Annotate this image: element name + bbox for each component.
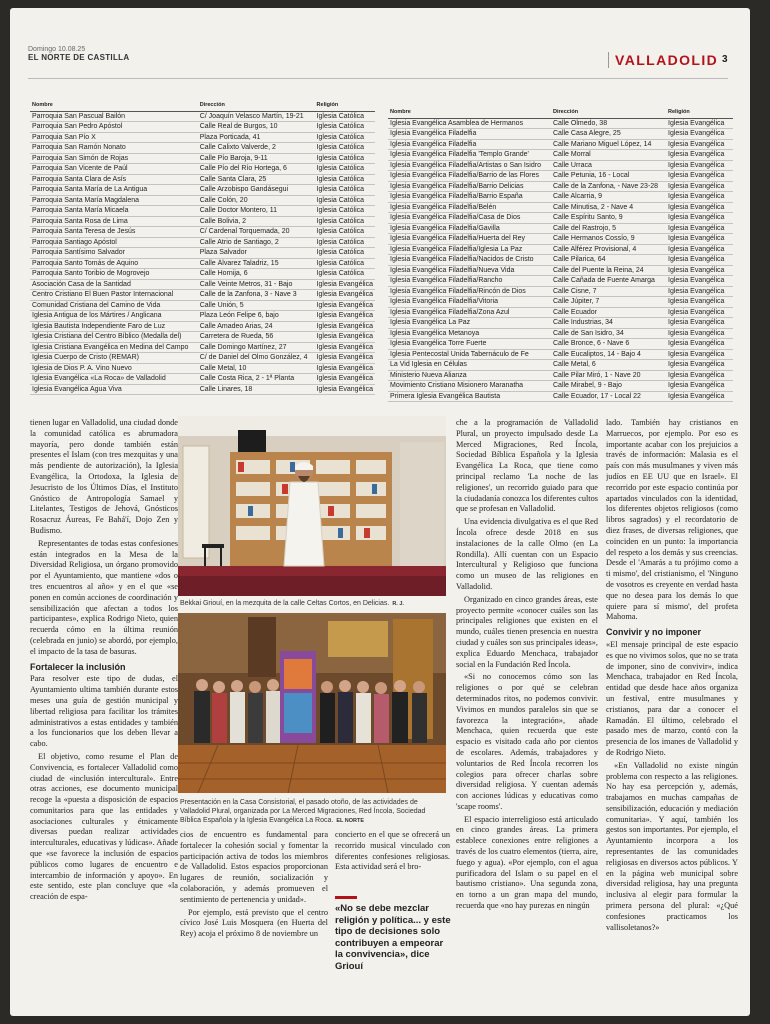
table-row [30,290,375,301]
entity-address: Plaza Salvador [198,248,315,259]
entity-address: Calle Cañada de Fuente Amarga [551,276,666,287]
entity-name: Parroquia Santa Teresa de Jesús [30,227,198,238]
table-row [30,374,375,385]
paragraph: Para resolver este tipo de dudas, el Ayuntamiento ultima también durante estos meses una guía de gestión municipal y libertad religiosa para facilitar los trámites administrativos a estas entidades y también a los funcionarios que los deben llevar a cabo. [30,674,178,749]
entity-address: Plaza León Felipe 6, bajo [198,311,315,322]
entity-name: Iglesia Evangélica Asamblea de Hermanos [388,118,551,129]
table-row [388,160,733,171]
entity-religion: Iglesia Evangélica [666,276,733,287]
entity-religion: Iglesia Evangélica [666,370,733,381]
entity-name: Iglesia Evangélica Filadelfia 'Templo Grande' [388,150,551,161]
entity-name: Iglesia Evangélica Filadelfia/Rancho [388,276,551,287]
entity-name: Iglesia Evangélica Filadelfia/Vitoria [388,297,551,308]
entity-name: Parroquia San Simón de Rojas [30,153,198,164]
entity-religion: Iglesia Evangélica [666,360,733,371]
table-row [30,269,375,280]
table-row [30,248,375,259]
entity-address: Calle Metal, 6 [551,360,666,371]
entity-religion: Iglesia Evangélica [666,139,733,150]
entity-address: Calle de la Zanfona, - Nave 23-28 [551,181,666,192]
entity-name: Parroquia San Pascual Bailón [30,111,198,122]
paragraph: tienen lugar en Valladolid, una ciudad donde la comunidad católica es abrumadora mayoría, pero donde también están presentes el Islam (con tres mezquitas y una más pendiente de autorización), la Iglesia Evangélica, la Ortodoxa, la Iglesia de Jesucristo de los Últimos Días, el Instituto Gnóstico de Antropología Samael y Litelantes, Testigos de Jehová, Gnósticos Rosacruz Áureas, Fe Bahá'í, Dojo Zen y Budismo. [30,418,178,535]
table-row [30,174,375,185]
table-row [388,129,733,140]
entity-address: Calle Olmedo, 38 [551,118,666,129]
entity-religion: Iglesia Evangélica [666,181,733,192]
entity-religion: Iglesia Evangélica [666,160,733,171]
table-row [388,307,733,318]
entity-name: Iglesia Evangélica Filadelfia/Nueva Vida [388,265,551,276]
entity-address: Calle Mariano Miguel López, 14 [551,139,666,150]
entity-name: Movimiento Cristiano Misionero Maranatha [388,381,551,392]
entity-name: Ministerio Nueva Alianza [388,370,551,381]
table-row [388,255,733,266]
entity-name: Parroquia San Vicente de Paúl [30,164,198,175]
photo-presentation-caption [180,798,448,826]
entity-name: Parroquia Santa María de La Antigua [30,185,198,196]
entity-address: C/ de Daniel del Olmo González, 4 [198,353,315,364]
entity-address: Calle Cisne, 7 [551,286,666,297]
entity-religion: Iglesia Evangélica [666,192,733,203]
table-row [388,370,733,381]
entity-name: Iglesia Evangélica Filadelfia/Nacidos de Cristo [388,255,551,266]
entity-religion: Iglesia Evangélica [666,297,733,308]
entity-address: Calle Industrias, 34 [551,318,666,329]
table-row [388,192,733,203]
table-row [30,143,375,154]
entity-name: Iglesia Bautista Independiente Faro de Luz [30,321,198,332]
table-row [388,318,733,329]
entity-name: Asociación Casa de la Santidad [30,279,198,290]
entity-name: Iglesia Cristiana Evangélica en Medina del Campo [30,342,198,353]
entity-address: C/ Joaquín Velasco Martín, 19-21 [198,111,315,122]
table-row [30,122,375,133]
entity-name: Parroquia Santo Tomás de Aquino [30,258,198,269]
photo-mosque-caption [180,599,448,609]
table-row [30,311,375,322]
table-row [30,332,375,343]
table-row [388,360,733,371]
photo-credit: R. J. [392,601,404,607]
entity-address: Calle Pilarica, 64 [551,255,666,266]
entity-name: Iglesia Evangélica Filadelfia/Barrio España [388,192,551,203]
entity-address: Calle Hornija, 6 [198,269,315,280]
table-row [30,227,375,238]
table-row [388,276,733,287]
entity-address: Calle de San Isidro, 34 [551,328,666,339]
table-row [30,195,375,206]
entity-address: Calle Pío del Río Hortega, 6 [198,164,315,175]
entity-religion: Iglesia Evangélica [666,129,733,140]
entity-name: Iglesia Evangélica Filadelfia/Huerta del Rey [388,234,551,245]
entity-religion: Iglesia Evangélica [666,244,733,255]
table-row [388,139,733,150]
page-number: 3 [722,54,728,65]
entity-name: Iglesia Evangélica La Paz [388,318,551,329]
paragraph: Representantes de todas estas confesiones están integrados en la Mesa de la Diversidad Religiosa, un órgano promovido por el Ayuntamiento, que mantiene «dos o tres encuentros al año» y en el que «se ponen en común acciones de coordinación y sensibilización que afectan a todos los participantes», explica Rodrigo Nieto, quien recuerda cómo en la última reunión (celebrada en junio) se abordó, por ejemplo, el impacto de la tasa de basuras. [30,538,178,656]
entity-address: Calle Álvarez Taladriz, 15 [198,258,315,269]
photo-mosque-image [178,416,446,596]
entity-address: Calle Calixto Valverde, 2 [198,143,315,154]
entity-name: Iglesia de Dios P. A. Vino Nuevo [30,363,198,374]
masthead [28,46,129,62]
entity-address: Calle de la Zanfona, 3 - Nave 3 [198,290,315,301]
table-row [388,234,733,245]
article-column-2-lower [180,830,328,1012]
entity-name: Primera Iglesia Evangélica Bautista [388,391,551,402]
entity-address: Calle Amadeo Arias, 24 [198,321,315,332]
table-row [388,244,733,255]
entity-name: Parroquia Santiago Apóstol [30,237,198,248]
paragraph: cios de encuentro es fundamental para fortalecer la cohesión social y fomentar la participación activa de todos los miembros de Valladolid. Estos espacios proporcionan lugares de reunión, socialización y colaboración, y además promueven el sentimiento de pertenencia y unidad». [180,830,328,904]
entity-name: Comunidad Cristiana del Camino de Vida [30,300,198,311]
entity-religion: Iglesia Evangélica [666,328,733,339]
table-row [30,237,375,248]
entity-name: Iglesia Evangélica Filadelfia/Barrio Delicias [388,181,551,192]
paragraph: «En Valladolid no existe ningún problema con respecto a las religiones. No hay esa percepción y, además, trabajamos en muchas campañas de sensibilización, educación y mediación comunitaria». Y aquí, también los gestos son importantes. Por ejemplo, el Ayuntamiento incorpora a los representantes de las comunidades religiosas en diversos actos públicos. Y en la página web municipal sobre diversidad religiosa, hay una pregunta inclusiva al elegir para formular la primera persona del plural: «¿Qué confesiones practicamos los vallisoletanos?» [606,760,738,932]
directory-table-right [388,108,733,402]
entity-name: Parroquia San Ramón Nonato [30,143,198,154]
entity-address: Calle Unión, 5 [198,300,315,311]
entity-address: Calle Ecuador [551,307,666,318]
entity-address: Calle del Puente la Reina, 24 [551,265,666,276]
table-row [388,171,733,182]
entity-name: Iglesia Cuerpo de Cristo (REMAR) [30,353,198,364]
caption-text: Presentación en la Casa Consistorial, el pasado otoño, de las actividades de Valladolid Plural, organizada por La Merced Migraciones, Red Íncola, Sociedad Bíblica Española y la Iglesia Evangélica La Roca. [180,799,426,824]
entity-religion: Iglesia Evangélica [315,311,375,322]
entity-name: Iglesia Evangélica Filadelfia/Zona Azul [388,307,551,318]
entity-religion: Iglesia Evangélica [315,363,375,374]
column-header-address: Dirección [551,108,666,118]
entity-name: Parroquia Santo Toribio de Mogrovejo [30,269,198,280]
entity-address: Calle Colón, 20 [198,195,315,206]
column-header-address: Dirección [198,101,315,111]
pull-quote-text: «No se debe mezclar religión y política... y este tipo de decisiones solo contribuyen a empeorar la convivencia», dice Griouí [335,903,451,972]
pull-quote-accent [335,896,357,899]
article-column-4 [606,418,738,1013]
entity-name: Iglesia Evangélica Filadelfia/Iglesia La Paz [388,244,551,255]
article-column-3 [456,418,598,1013]
photo-credit: EL NORTE [336,818,365,824]
table-row [30,111,375,122]
subheading: Convivir y no imponer [606,627,702,638]
entity-name: Iglesia Evangélica Filadelfia/Gavilla [388,223,551,234]
entity-address: Calle Alcarria, 9 [551,192,666,203]
entity-religion: Iglesia Católica [315,111,375,122]
entity-name: Iglesia Evangélica Metanoya [388,328,551,339]
entity-address: Calle Hermanos Cossío, 9 [551,234,666,245]
table-row [30,363,375,374]
entity-name: Iglesia Antigua de los Mártires / Anglicana [30,311,198,322]
table-row [30,342,375,353]
entity-name: Parroquia Santísimo Salvador [30,248,198,259]
entity-address: Calle Casa Alegre, 25 [551,129,666,140]
entity-address: Calle Atrio de Santiago, 2 [198,237,315,248]
entity-religion: Iglesia Católica [315,132,375,143]
entity-address: Calle Santa Clara, 25 [198,174,315,185]
entity-address: Calle Pío Baroja, 9-11 [198,153,315,164]
entity-religion: Iglesia Católica [315,164,375,175]
table-row [388,181,733,192]
entity-religion: Iglesia Evangélica [666,339,733,350]
entity-religion: Iglesia Evangélica [315,374,375,385]
entity-religion: Iglesia Evangélica [666,265,733,276]
entity-address: Calle Pilar Miró, 1 - Nave 20 [551,370,666,381]
column-header-religion: Religión [666,108,733,118]
entity-name: Parroquia Santa María Magdalena [30,195,198,206]
table-row [30,206,375,217]
paragraph: El espacio interreligioso está articulado en cinco grandes áreas. La primera establece conexiones entre religiones a través de los cuatro elementos (tierra, aire, fuego y agua). «Por ejemplo, con el agua purificadora del Islam o su papel en el bautismo cristiano». Una segunda zona, en torno a un gran mapa del mundo, recuerda que «no hay purezas en ningún [456,814,598,911]
entity-address: C/ Cardenal Torquemada, 20 [198,227,315,238]
entity-address: Calle Morral [551,150,666,161]
entity-address: Calle Petunia, 16 - Local [551,171,666,182]
table-row [388,118,733,129]
table-row [30,258,375,269]
table-row [388,381,733,392]
entity-address: Calle Alférez Provisional, 4 [551,244,666,255]
entity-name: Iglesia Evangélica Torre Fuerte [388,339,551,350]
entity-address: Calle Urraca [551,160,666,171]
paragraph: Por ejemplo, está previsto que el centro cívico José Luis Mosquera (en Huerta del Rey) acoja el próximo 8 de noviembre un [180,907,328,939]
entity-name: Iglesia Evangélica Agua Viva [30,384,198,395]
entity-address: Calle del Rastrojo, 5 [551,223,666,234]
article-column-1 [30,418,178,1013]
entity-name: Iglesia Evangélica Filadelfia/Barrio de las Flores [388,171,551,182]
entity-religion: Iglesia Católica [315,143,375,154]
table-row [388,213,733,224]
entity-religion: Iglesia Evangélica [315,279,375,290]
entity-religion: Iglesia Católica [315,227,375,238]
paragraph: El objetivo, como resume el Plan de Convivencia, es fortalecer Valladolid como ciudad de «inclusión intercultural». Entre otras acciones, ese documento municipal recoge la «puesta a disposición de espacios comunitarios para que las entidades y asociaciones culturales y étnicamente diversas puedan realizar actividades interculturales, educativas y lúdicas». Añade que «se favorece la inclusión de espacios públicos como lugares de encuentro e intercambio de información y apoyo». En este sentido, este plan concluye que «la creación de espa- [30,751,178,902]
entity-religion: Iglesia Católica [315,153,375,164]
section-title: VALLADOLID [608,52,718,68]
entity-religion: Iglesia Evangélica [666,318,733,329]
entity-religion: Iglesia Evangélica [315,290,375,301]
entity-religion: Iglesia Católica [315,248,375,259]
table-row [388,223,733,234]
entity-address: Plaza Porticada, 41 [198,132,315,143]
entity-religion: Iglesia Evangélica [666,349,733,360]
entity-name: La Vid Iglesia en Células [388,360,551,371]
table-row [388,339,733,350]
table-row [388,328,733,339]
table-row [388,265,733,276]
entity-name: Centro Cristiano El Buen Pastor Internacional [30,290,198,301]
directory-table-left [30,101,375,395]
entity-religion: Iglesia Católica [315,258,375,269]
entity-religion: Iglesia Evangélica [315,353,375,364]
entity-religion: Iglesia Católica [315,174,375,185]
entity-address: Calle Ecuador, 17 - Local 22 [551,391,666,402]
entity-religion: Iglesia Evangélica [666,381,733,392]
entity-religion: Iglesia Evangélica [666,202,733,213]
table-row [30,300,375,311]
table-row [30,384,375,395]
entity-religion: Iglesia Evangélica [315,300,375,311]
entity-religion: Iglesia Católica [315,185,375,196]
entity-religion: Iglesia Católica [315,269,375,280]
entity-name: Iglesia Cristiana del Centro Bíblico (Medalla del) [30,332,198,343]
entity-religion: Iglesia Evangélica [666,213,733,224]
table-row [388,391,733,402]
caption-text: Bekkai Griouí, en la mezquita de la calle Celtas Cortos, en Delicias. [180,600,390,607]
newspaper-page [10,8,750,1016]
entity-religion: Iglesia Católica [315,237,375,248]
photo-mosque [178,416,446,596]
entity-address: Calle Eucaliptos, 14 - Bajo 4 [551,349,666,360]
pull-quote [335,896,453,972]
entity-name: Iglesia Pentecostal Unida Tabernáculo de Fe [388,349,551,360]
entity-name: Parroquia San Pío X [30,132,198,143]
entity-religion: Iglesia Evangélica [315,332,375,343]
entity-address: Calle Arzobispo Gandásegui [198,185,315,196]
paragraph: lado. También hay cristianos en Marruecos, por ejemplo. Por eso es importante acabar con los prejuicios a través de información: Malasia es el país con más musulmanes y viven más judíos en EE UU que en Israel». El recorrido por este espacio continúa por apartados vinculados con la identidad, los diferentes objetos religiosos (como libros sagrados) y el recordatorio de diez frases, de diversas religiones, que coinciden en un punto: la importancia del respeto a los demás y sus creencias. Desde el 'Amarás a tu prójimo como a ti mismo', del cristianismo, el 'Ninguno de vosotros es creyente en verdad hasta que no desea para los demás lo que quiere para sí mismo', del profeta Mahoma. [606,418,738,622]
entity-address: Calle Costa Rica, 2 - 1ª Planta [198,374,315,385]
entity-name: Iglesia Evangélica Filadelfia/Artistas o San Isidro [388,160,551,171]
entity-name: Parroquia Santa Clara de Asís [30,174,198,185]
entity-religion: Iglesia Evangélica [666,234,733,245]
entity-name: Iglesia Evangélica Filadelfia/Rincón de Dios [388,286,551,297]
entity-religion: Iglesia Evangélica [666,307,733,318]
table-row [30,321,375,332]
header-divider [28,78,728,79]
entity-religion: Iglesia Evangélica [666,223,733,234]
entity-name: Parroquia Santa Rosa de Lima [30,216,198,227]
entity-address: Calle Metal, 10 [198,363,315,374]
entity-name: Iglesia Evangélica Filadelfia [388,129,551,140]
table-row [388,349,733,360]
entity-address: Carretera de Rueda, 56 [198,332,315,343]
table-row [388,202,733,213]
entity-address: Calle Linares, 18 [198,384,315,395]
entity-religion: Iglesia Evangélica [666,118,733,129]
entity-name: Parroquia Santa María Micaela [30,206,198,217]
subheading: Fortalecer la inclusión [30,661,126,672]
entity-address: Calle Real de Burgos, 10 [198,122,315,133]
entity-address: Calle Doctor Montero, 11 [198,206,315,217]
paragraph: Organizado en cinco grandes áreas, este proyecto permite «conocer cuáles son las principales religiones que existen en el mundo, cuáles tienen presencia en nuestra ciudad y cuáles son sus principales ideas», explica Eduardo Menchaca, trabajador social en la Fundación Red Íncola. [456,594,598,669]
paragraph: «Si no conocemos cómo son las religiones o por qué se celebran determinados ritos, no podemos convivir. Vivimos en mundos paralelos sin que se favorezca la integración», añade Menchaca, quien recuerda que este espacio es visitado cada año por cientos de escolares. Además, trabajadores y voluntarios de Red Íncola recorren los colegios para ofrecer charlas sobre diversidad religiosa. Y cuentan además con acciones lúdicas y educativas como 'scape rooms'. [456,672,598,811]
entity-name: Iglesia Evangélica Filadelfia/Casa de Dios [388,213,551,224]
table-row [30,185,375,196]
entity-name: Iglesia Evangélica Filadelfia [388,139,551,150]
entity-religion: Iglesia Evangélica [666,171,733,182]
entity-address: Calle Veinte Metros, 31 - Bajo [198,279,315,290]
table-row [30,216,375,227]
column-header-name: Nombre [388,108,551,118]
entity-religion: Iglesia Católica [315,195,375,206]
entity-address: Calle Minutisa, 2 - Nave 4 [551,202,666,213]
entity-name: Iglesia Evangélica «La Roca» de Valladolid [30,374,198,385]
entity-address: Calle Júpiter, 7 [551,297,666,308]
entity-name: Iglesia Evangélica Filadelfia/Belén [388,202,551,213]
column-header-name: Nombre [30,101,198,111]
entity-religion: Iglesia Evangélica [315,321,375,332]
photo-presentation [178,613,446,793]
table-row [30,153,375,164]
entity-religion: Iglesia Evangélica [666,150,733,161]
column-header-religion: Religión [315,101,375,111]
paragraph: che a la programación de Valladolid Plural, un proyecto impulsado desde La Merced Migraciones, Red Íncola, Sociedad Bíblica Española y la Iglesia Evangélica La Roca, que tiene como principal reclamo 'La noche de las religiones', un recorrido guiado para que la ciudadanía conozca los diferentes cultos que se profesan en Valladolid. [456,418,598,514]
issue-date: Domingo 10.08.25 [28,46,86,53]
entity-religion: Iglesia Evangélica [315,384,375,395]
table-row [30,279,375,290]
entity-religion: Iglesia Católica [315,122,375,133]
table-row [388,286,733,297]
paragraph: concierto en el que se ofrecerá un recorrido musical vinculado con diferentes confesiones religiosas. Esta actividad será el bro- [335,830,450,872]
entity-address: Calle Domingo Martínez, 27 [198,342,315,353]
paragraph: «El mensaje principal de este espacio es que no vivimos solos, que no se trata de imponer, sino de convivir», indica Menchaca, trabajador en Red Íncola, entidad que desde hace años organiza un festival, entre musulmanes y cristianos, para dar a conocer el Ramadán. El último, celebrado el pasado mes de marzo, contó con la presencia de los imanes de Valladolid y de Rodrigo Nieto. [606,639,738,757]
table-row [30,164,375,175]
entity-religion: Iglesia Católica [315,206,375,217]
paragraph: Una evidencia divulgativa es el que Red Íncola ofrece desde 2018 en sus instalaciones de la calle Olmo (en La Rondilla). Allí cuentan con un Espacio Intercultural y Religioso que funciona como un museo de las religiones en Valladolid. [456,517,598,591]
entity-religion: Iglesia Evangélica [666,391,733,402]
table-row [30,353,375,364]
table-row [30,132,375,143]
entity-religion: Iglesia Evangélica [315,342,375,353]
table-row [388,150,733,161]
entity-address: Calle Bolivia, 2 [198,216,315,227]
entity-address: Calle Espíritu Santo, 9 [551,213,666,224]
table-row [388,297,733,308]
entity-religion: Iglesia Evangélica [666,255,733,266]
entity-religion: Iglesia Evangélica [666,286,733,297]
entity-religion: Iglesia Católica [315,216,375,227]
newspaper-name: EL NORTE DE CASTILLA [28,53,130,62]
entity-address: Calle Mirabel, 9 - Bajo [551,381,666,392]
entity-name: Parroquia San Pedro Apóstol [30,122,198,133]
article-column-3-lower [335,830,450,890]
photo-presentation-image [178,613,446,793]
entity-address: Calle Bronce, 6 - Nave 6 [551,339,666,350]
